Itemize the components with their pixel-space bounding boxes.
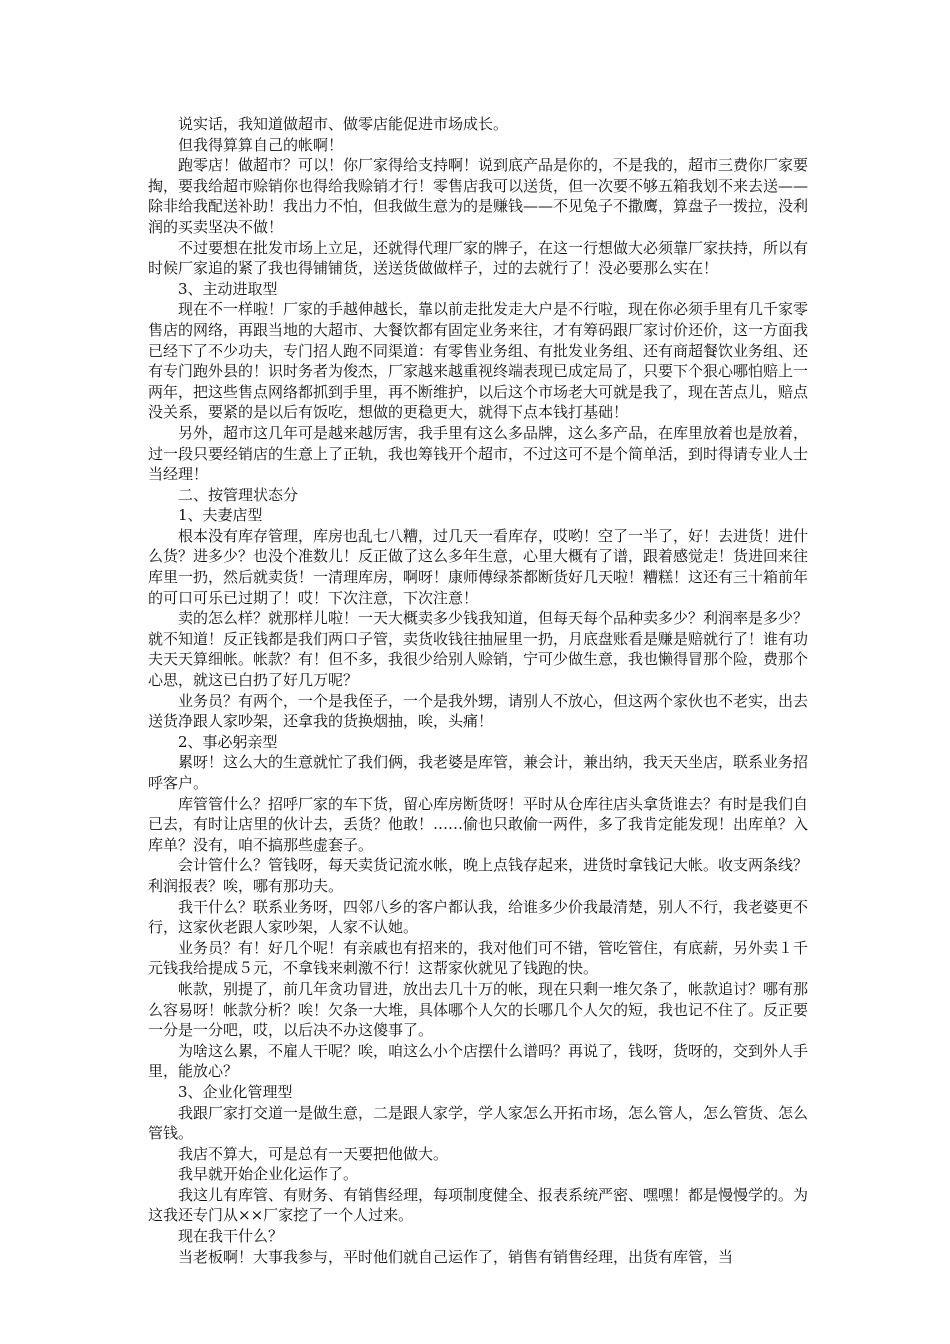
document-page bbox=[148, 114, 808, 1267]
paragraph: 我跟厂家打交道一是做生意，二是跟人家学，学人家怎么开拓市场，怎么管人，怎么管货、怎么管钱。 bbox=[148, 1103, 809, 1143]
paragraph: 会计管什么？管钱呀，每天卖货记流水帐，晚上点钱存起来，进货时拿钱记大帐。收支两条线？利润报表？唉，哪有那功夫。 bbox=[148, 856, 809, 895]
paragraph: 业务员？有！好几个呢！有亲戚也有招来的，我对他们可不错，管吃管住，有底薪，另外卖１千元钱我给提成５元，不拿钱来刺激不行！这帮家伙就见了钱跑的快。 bbox=[148, 938, 809, 978]
paragraph: 我干什么？联系业务呀，四邻八乡的客户都认我，给谁多少价我最清楚，别人不行，我老婆更不行，这家伙老跟人家吵架，人家不认她。 bbox=[148, 897, 809, 937]
section-heading: 3、企业化管理型 bbox=[178, 1082, 293, 1101]
paragraph: 我店不算大，可是总有一天要把他做大。 bbox=[178, 1144, 449, 1163]
section-heading: 3、主动进取型 bbox=[178, 279, 278, 298]
paragraph: 库管管什么？招呼厂家的车下货，留心库房断货呀！平时从仓库往店头拿货谁去？有时是我们自已去，有时让店里的伙计去，丢货？他敢！……偷也只敢偷一两件，多了我肯定能发现！出库单？入库单？没有，咱不搞那些虚套子。 bbox=[148, 794, 809, 854]
paragraph: 现在不一样啦！厂家的手越伸越长，靠以前走批发走大户是不行啦，现在你必须手里有几千家零售店的网络，再跟当地的大超市、大餐饮都有固定业务来往，才有筹码跟厂家讨价还价，这一方面我已经下了不少功夫，专门招人跑不同渠道：有零售业务组、有批发业务组、还有商超餐饮业务组、还有专门跑外县的！识时务者为俊杰，厂家越来越重视终端表现已成定局了，只要下个狠心哪怕赔上一两年，把这些售点网络都抓到手里，再不断维护，以后这个市场老大可就是我了，现在苦点儿，赔点没关系，要紧的是以后有饭吃，想做的更稳更大，就得下点本钱打基础！ bbox=[148, 300, 809, 422]
section-heading: 2、事必躬亲型 bbox=[178, 732, 278, 751]
paragraph: 我早就开始企业化运作了。 bbox=[178, 1165, 359, 1184]
paragraph: 跑零店！做超市？可以！你厂家得给支持啊！说到底产品是你的，不是我的，超市三费你厂家要掏，要我给超市赊销你也得给我赊销才行！零售店我可以送货，但一次要不够五箱我划不来去送——除非给我配送补助！我出力不怕，但我做生意为的是赚钱——不见兔子不撒鹰，算盘子一拨拉，没利润的买卖坚决不做！ bbox=[148, 156, 809, 236]
paragraph: 根本没有库存管理，库房也乱七八糟，过几天一看库存，哎哟！空了一半了，好！去进货！进什么货？进多少？也没个准数儿！反正做了这么多年生意，心里大概有了谱，跟着感觉走！货进回来往库里一扔，然后就卖货！一清理库房，啊呀！康师傅绿茶都断货好几天啦！糟糕！这还有三十箱前年的可口可乐已过期了！哎！下次注意，下次注意！ bbox=[148, 526, 809, 607]
paragraph: 不过要想在批发市场上立足，还就得代理厂家的牌子，在这一行想做大必须靠厂家扶持，所以有时候厂家追的紧了我也得铺铺货，送送货做做样子，过的去就行了！没必要那么实在！ bbox=[148, 238, 809, 278]
paragraph: 但我得算算自己的帐啊！ bbox=[178, 135, 344, 154]
paragraph: 帐款，别提了，前几年贪功冒进，放出去几十万的帐，现在只剩一堆欠条了，帐款追讨？哪有那么容易呀！帐款分析？唉！欠条一大堆，具体哪个人欠的长哪几个人欠的短，我也记不住了。反正要一分是一分吧，哎，以后决不办这傻事了。 bbox=[148, 979, 809, 1040]
paragraph: 累呀！这么大的生意就忙了我们俩，我老婆是库管，兼会计，兼出纳，我天天坐店，联系业务招呼客户。 bbox=[148, 753, 809, 792]
paragraph: 为啥这么累，不雇人干呢？唉，咱这么小个店摆什么谱吗？再说了，钱呀，货呀的，交到外人手里，能放心？ bbox=[148, 1041, 809, 1081]
paragraph: 我这儿有库管、有财务、有销售经理，每项制度健全、报表系统严密、嘿嘿！都是慢慢学的。为这我还专门从××厂家挖了一个人过来。 bbox=[148, 1185, 809, 1225]
paragraph: 当老板啊！大事我参与，平时他们就自己运作了，销售有销售经理，出货有库管，当 bbox=[178, 1247, 734, 1266]
paragraph: 另外，超市这几年可是越来越厉害，我手里有这么多品牌，这么多产品，在库里放着也是放着，过一段只要经销店的生意上了正轨，我也筹钱开个超市，不过这可不是个简单活，到时得请专业人士当经理！ bbox=[148, 423, 809, 484]
paragraph: 说实话，我知道做超市、做零店能促进市场成长。 bbox=[178, 115, 509, 133]
paragraph: 卖的怎么样？就那样儿啦！一天大概卖多少钱我知道，但每天每个品种卖多少？利润率是多少？就不知道！反正钱都是我们两口子管，卖货收钱往抽屉里一扔，月底盘账看是赚是赔就行了！谁有功夫天天算细帐。帐款？有！但不多，我很少给别人赊销，宁可少做生意，我也懒得冒那个险，费那个心思，就这已白扔了好几万呢？ bbox=[148, 609, 809, 690]
section-heading: 1、夫妻店型 bbox=[178, 506, 263, 525]
paragraph: 现在我干什么？ bbox=[178, 1227, 284, 1246]
paragraph: 业务员？有两个，一个是我侄子，一个是我外甥，请别人不放心，但这两个家伙也不老实，出去送货净跟人家吵架，还拿我的货换烟抽，唉，头痛！ bbox=[148, 691, 809, 731]
section-heading: 二、按管理状态分 bbox=[178, 485, 299, 504]
